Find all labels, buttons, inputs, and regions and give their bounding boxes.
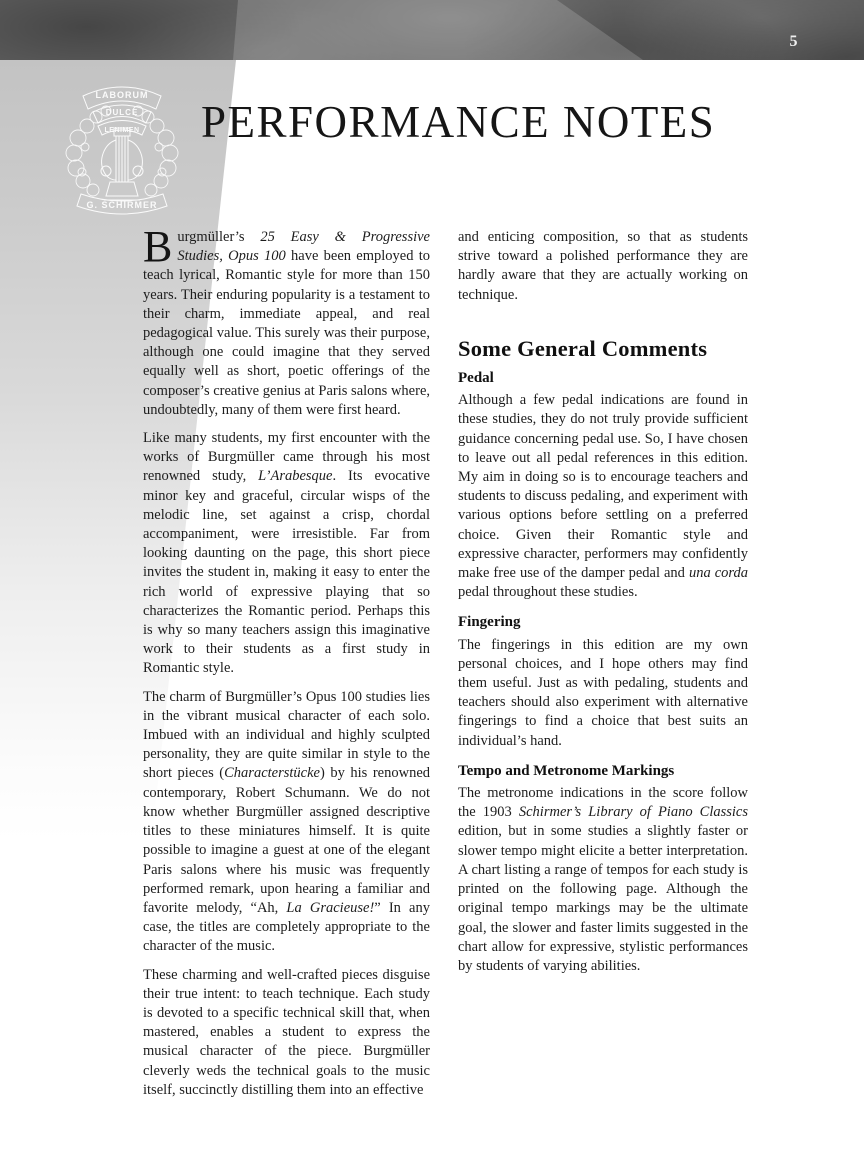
emblem-motto-3: LENIMEN [104, 127, 140, 134]
emblem-motto-1: LABORUM [95, 90, 149, 100]
page-number: 5 [789, 33, 798, 50]
schirmer-emblem-icon [54, 74, 190, 228]
subheading-tempo: Tempo and Metronome Markings [458, 762, 675, 779]
header-light-wedge [0, 0, 864, 60]
emblem-publisher: G. SCHIRMER [86, 200, 158, 210]
paragraph-intro-2: Like many students, my first encounter with the works of Burgmüller came through his most renowned study, L’Arabesque. Its evocative minor key and graceful, circular wisps of the melodic line, set against a crisp, chordal accompaniment, were irresistible. Far from looking daunting on the page, this short piece invites the student in, making it easy to enter the rich world of expressive playing that so characterizes the Romantic period. Perhaps this is why so many teachers assign this imaginative work to their students as a first study in Romantic style. [143, 430, 430, 677]
emblem-motto-2: DULCE [105, 108, 139, 117]
paragraph-intro-1: Burgmüller’s 25 Easy & Progressive Studies, Opus 100 have been employed to teach lyrical, Romantic style for more than 150 years. Their enduring popularity is a testament to their charm, immediate appeal, and real pedagogical value. This surely was their purpose, although one could imagine that they served equally well as short, poetic offerings of the composer’s creative genius at Paris salons where, undoubtedly, many of them were first heard. [143, 222, 431, 418]
paragraph-intro-4: These charming and well-crafted pieces disguise their true intent: to teach technique. Each study is devoted to a specific technical skill that, when mastered, enables a student to express the musical character of the piece. Burgmüller cleverly weds the technical goals to the music itself, succinctly distilling them into an effective [143, 966, 430, 1098]
paragraph-pedal: Although a few pedal indications are found in these studies, they do not truly provide sufficient guidance concerning pedal use. So, I have chosen to leave out all pedal references in this edition. My aim in doing so is to encourage teachers and students to discuss pedaling, and experiment with various options before settling on a preferred choice. Given their Romantic style and expressive character, performers may confidently make free use of the damper pedal and una corda pedal throughout these studies. [458, 392, 748, 601]
header-banner [0, 0, 864, 60]
right-column [458, 228, 748, 985]
paragraph-intro-continued: and enticing composition, so that as students strive toward a polished performance they are hardly aware that they are actually working on technique. [458, 229, 748, 303]
section-heading: Some General Comments [458, 335, 708, 361]
left-column [143, 222, 431, 1109]
paragraph-tempo: The metronome indications in the score follow the 1903 Schirmer’s Library of Piano Classics edition, but in some studies a slightly faster or slower tempo might elicite a better interpretation. A chart listing a range of tempos for each study is printed on the following page. Although the original tempo markings may be the ultimate goal, the slower and faster limits suggested in the chart allow for expressive, stylistic performances by students of varying abilities. [458, 785, 748, 974]
subheading-pedal: Pedal [458, 370, 494, 387]
paragraph-fingering: The fingerings in this edition are my own personal choices, and I hope others may find them useful. Just as with pedaling, students and teachers should also experiment with alternative fingerings to find a choice that best suits an individual’s hand. [458, 636, 748, 749]
drop-cap: B [143, 222, 173, 271]
page-title: PERFORMANCE NOTES [201, 97, 716, 147]
paragraph-intro-3: The charm of Burgmüller’s Opus 100 studies lies in the vibrant musical character of each solo. Imbued with an individual and highly sculpted personality, they are quite similar in style to the short pieces (Characterstücke) by his renowned contemporary, Robert Schumann. We do not know whether Burgmüller assigned descriptive titles to these miniatures himself. It is quite possible to imagine a guest at one of the elegant Paris salons where his music was frequently performed remark, upon hearing a familiar and favorite melody, “Ah, La Gracieuse!” In any case, the titles are completely appropriate to the character of the music. [143, 688, 431, 955]
subheading-fingering: Fingering [458, 614, 521, 631]
